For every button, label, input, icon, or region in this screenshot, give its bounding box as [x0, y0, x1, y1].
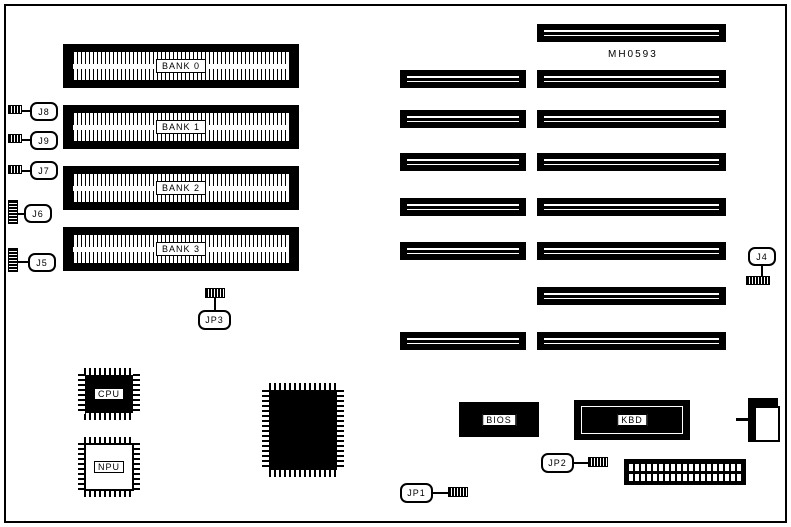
jumper-tag-jp3[interactable]: JP3 [198, 310, 231, 330]
jumper-tag-jp2[interactable]: JP2 [541, 453, 574, 473]
simm-endcap-right [290, 170, 295, 206]
memory-bank-3[interactable] [63, 227, 299, 271]
front-panel-header[interactable] [624, 459, 746, 485]
connector-pins-j6[interactable] [8, 200, 18, 224]
expansion-slot[interactable] [400, 70, 526, 88]
chipset-pins-left [262, 390, 269, 470]
expansion-slot[interactable] [537, 110, 726, 128]
din-shield [754, 406, 780, 442]
jumper-pins-jp3[interactable] [205, 288, 225, 298]
slot-channel [544, 116, 719, 122]
header-pin-row-top [629, 464, 741, 471]
expansion-slot[interactable] [400, 153, 526, 171]
jumper-tag-jp1[interactable]: JP1 [400, 483, 433, 503]
simm-endcap-right [290, 231, 295, 267]
header-pin-row-bottom [629, 474, 741, 481]
chipset-pins-right [337, 390, 344, 470]
jumper-lead-jp3 [214, 298, 216, 310]
slot-channel [407, 338, 519, 344]
slot-channel [544, 30, 719, 36]
cpu-pins-left [78, 374, 85, 414]
chipset-qfp [262, 383, 344, 477]
slot-channel [407, 76, 519, 82]
connector-pins-j9[interactable] [8, 134, 22, 143]
connector-tag-j7[interactable]: J7 [30, 161, 58, 180]
connector-tag-j6[interactable]: J6 [24, 204, 52, 223]
cpu-socket[interactable] [78, 368, 140, 420]
memory-bank-label: BANK 1 [156, 120, 206, 134]
bios-label: BIOS [482, 414, 516, 426]
bios-chip[interactable] [459, 402, 539, 437]
connector-pins-j5[interactable] [8, 248, 18, 272]
slot-channel [544, 204, 719, 210]
slot-channel [544, 159, 719, 165]
simm-endcap-left [67, 170, 72, 206]
connector-tag-j4[interactable]: J4 [748, 247, 776, 266]
cpu-label: CPU [94, 388, 124, 400]
jumper-lead-jp1 [433, 492, 448, 494]
expansion-slot[interactable] [537, 24, 726, 42]
expansion-slot[interactable] [400, 198, 526, 216]
npu-pins-right [134, 443, 140, 491]
memory-bank-2[interactable] [63, 166, 299, 210]
slot-channel [544, 248, 719, 254]
slot-channel [407, 204, 519, 210]
kbd-chip[interactable] [574, 400, 690, 440]
slot-channel [407, 248, 519, 254]
kbd-label: KBD [617, 414, 647, 426]
expansion-slot[interactable] [537, 198, 726, 216]
expansion-slot[interactable] [537, 242, 726, 260]
expansion-slot[interactable] [537, 70, 726, 88]
slot-channel [544, 293, 719, 299]
jumper-lead-jp2 [574, 462, 588, 464]
chipset-pins-top [269, 383, 337, 390]
cpu-pins-right [133, 374, 140, 414]
simm-endcap-left [67, 231, 72, 267]
connector-lead-j4 [761, 266, 763, 276]
expansion-slot[interactable] [400, 110, 526, 128]
expansion-slot[interactable] [400, 242, 526, 260]
connector-tag-j8[interactable]: J8 [30, 102, 58, 121]
memory-bank-1[interactable] [63, 105, 299, 149]
memory-bank-0[interactable] [63, 44, 299, 88]
connector-pins-j8[interactable] [8, 105, 22, 114]
slot-channel [544, 76, 719, 82]
memory-bank-label: BANK 0 [156, 59, 206, 73]
connector-pins-j4[interactable] [746, 276, 770, 285]
npu-label: NPU [94, 461, 124, 473]
simm-endcap-left [67, 48, 72, 84]
expansion-slot[interactable] [537, 153, 726, 171]
simm-endcap-right [290, 109, 295, 145]
connector-pins-j7[interactable] [8, 165, 22, 174]
npu-socket[interactable] [78, 437, 140, 497]
expansion-slot[interactable] [400, 332, 526, 350]
simm-endcap-left [67, 109, 72, 145]
jumper-pins-jp1[interactable] [448, 487, 468, 497]
slot-channel [407, 159, 519, 165]
cpu-pins-bottom [84, 413, 134, 420]
jumper-pins-jp2[interactable] [588, 457, 608, 467]
slot-channel [544, 338, 719, 344]
simm-endcap-right [290, 48, 295, 84]
expansion-slot[interactable] [537, 287, 726, 305]
connector-tag-j9[interactable]: J9 [30, 131, 58, 150]
keyboard-din-connector[interactable] [748, 398, 778, 442]
memory-bank-label: BANK 2 [156, 181, 206, 195]
din-trace [736, 418, 750, 421]
memory-bank-label: BANK 3 [156, 242, 206, 256]
connector-tag-j5[interactable]: J5 [28, 253, 56, 272]
npu-pins-bottom [84, 491, 134, 497]
chipset-pins-bottom [269, 470, 337, 477]
cpu-pins-top [84, 368, 134, 375]
board-model-label: MH0593 [608, 49, 658, 60]
chipset-body [269, 390, 337, 470]
expansion-slot[interactable] [537, 332, 726, 350]
slot-channel [407, 116, 519, 122]
